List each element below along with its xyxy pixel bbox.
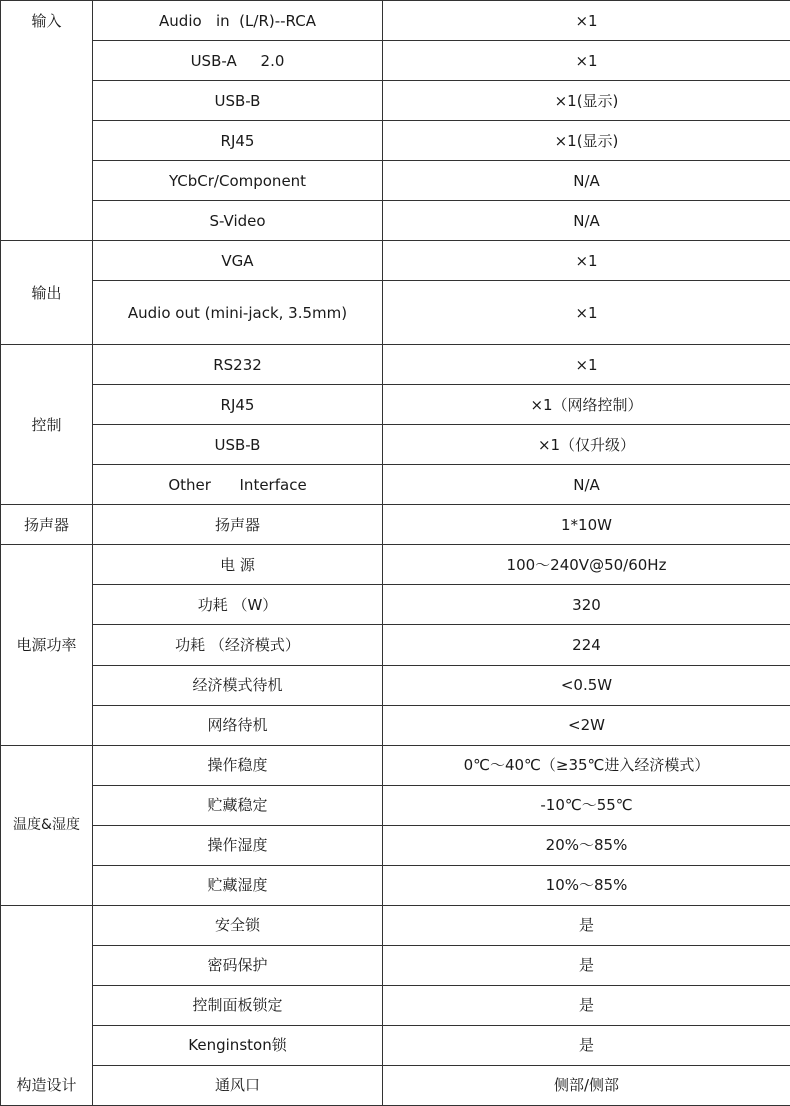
item-value: 1*10W <box>383 505 790 545</box>
item-value: 侧部/侧部 <box>383 1065 790 1105</box>
table-row <box>1 465 790 505</box>
item-name: USB-A 2.0 <box>93 41 383 81</box>
category-control: 控制 <box>1 345 93 505</box>
table-row <box>1 345 790 385</box>
item-name: USB-B <box>93 425 383 465</box>
table-row <box>1 785 790 825</box>
item-name: 功耗 （W） <box>93 585 383 625</box>
table-row <box>1 1025 790 1065</box>
item-name: S-Video <box>93 201 383 241</box>
item-value: N/A <box>383 161 790 201</box>
item-value: ×1 <box>383 1 790 41</box>
item-value: 是 <box>383 985 790 1025</box>
item-name: 贮藏湿度 <box>93 865 383 905</box>
item-value: ×1 <box>383 345 790 385</box>
item-value: 是 <box>383 1025 790 1065</box>
table-row <box>1 945 790 985</box>
item-name: USB-B <box>93 81 383 121</box>
item-name: 贮藏稳定 <box>93 785 383 825</box>
item-value: <0.5W <box>383 665 790 705</box>
item-name: 操作湿度 <box>93 825 383 865</box>
table-row <box>1 1 790 41</box>
item-name: 密码保护 <box>93 945 383 985</box>
table-row <box>1 825 790 865</box>
table-row <box>1 201 790 241</box>
item-name: 操作稳度 <box>93 745 383 785</box>
item-name: 扬声器 <box>93 505 383 545</box>
item-value: 100～240V@50/60Hz <box>383 545 790 585</box>
item-name: 功耗 （经济模式） <box>93 625 383 665</box>
table-row <box>1 161 790 201</box>
item-value: ×1(显示) <box>383 121 790 161</box>
table-row <box>1 665 790 705</box>
item-name: 安全锁 <box>93 905 383 945</box>
table-row <box>1 241 790 281</box>
category-output: 输出 <box>1 241 93 345</box>
table-row <box>1 585 790 625</box>
category-speaker: 扬声器 <box>1 505 93 545</box>
item-value: ×1（网络控制） <box>383 385 790 425</box>
item-value: ×1 <box>383 241 790 281</box>
item-value: ×1 <box>383 41 790 81</box>
item-name: Kenginston锁 <box>93 1025 383 1065</box>
item-name: Audio out (mini-jack, 3.5mm) <box>93 281 383 345</box>
item-value: ×1(显示) <box>383 81 790 121</box>
item-name: Audio in (L/R)--RCA <box>93 1 383 41</box>
item-name: 经济模式待机 <box>93 665 383 705</box>
table-row <box>1 1065 790 1105</box>
table-row <box>1 425 790 465</box>
table-row <box>1 545 790 585</box>
table-row <box>1 985 790 1025</box>
item-value: 0℃～40℃（≥35℃进入经济模式） <box>383 745 790 785</box>
category-power: 电源功率 <box>1 545 93 745</box>
item-name: 网络待机 <box>93 705 383 745</box>
item-value: 20%～85% <box>383 825 790 865</box>
table-row <box>1 905 790 945</box>
category-design: 构造设计 <box>1 905 93 1105</box>
item-name: 控制面板锁定 <box>93 985 383 1025</box>
table-row <box>1 745 790 785</box>
item-value: N/A <box>383 465 790 505</box>
item-value: ×1 <box>383 281 790 345</box>
item-value: 是 <box>383 945 790 985</box>
item-value: N/A <box>383 201 790 241</box>
item-name: RJ45 <box>93 121 383 161</box>
category-input: 输入 <box>1 1 93 241</box>
item-name: 电 源 <box>93 545 383 585</box>
item-value: 10%～85% <box>383 865 790 905</box>
item-value: -10℃～55℃ <box>383 785 790 825</box>
item-value: 320 <box>383 585 790 625</box>
table-row <box>1 705 790 745</box>
table-row <box>1 81 790 121</box>
item-name: VGA <box>93 241 383 281</box>
item-value: 是 <box>383 905 790 945</box>
item-value: 224 <box>383 625 790 665</box>
item-name: YCbCr/Component <box>93 161 383 201</box>
table-row <box>1 865 790 905</box>
table-row <box>1 121 790 161</box>
item-value: <2W <box>383 705 790 745</box>
category-env: 温度&湿度 <box>1 745 93 905</box>
table-row <box>1 625 790 665</box>
item-name: Other Interface <box>93 465 383 505</box>
item-name: RJ45 <box>93 385 383 425</box>
item-value: ×1（仅升级） <box>383 425 790 465</box>
table-row <box>1 281 790 345</box>
table-row <box>1 41 790 81</box>
item-name: 通风口 <box>93 1065 383 1105</box>
item-name: RS232 <box>93 345 383 385</box>
table-row <box>1 505 790 545</box>
table-row <box>1 385 790 425</box>
